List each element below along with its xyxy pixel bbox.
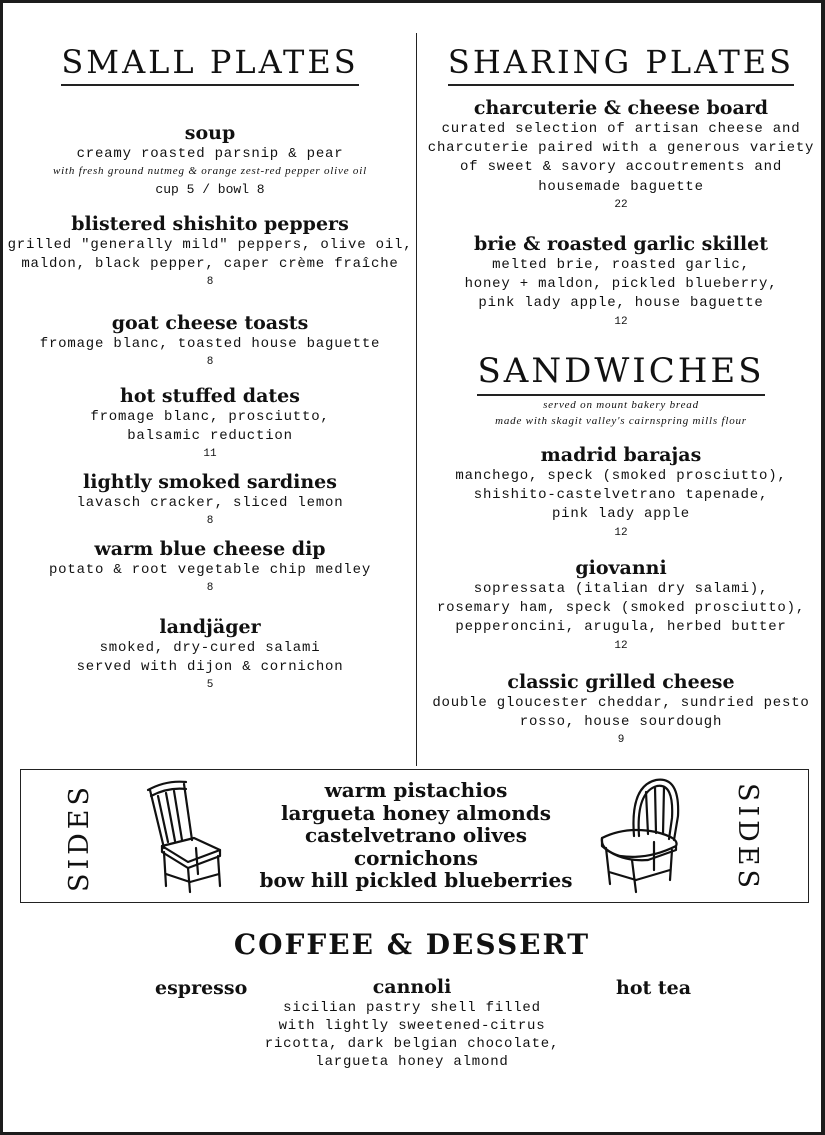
cannoli-item [212,977,612,1072]
coffee-dessert-title: COFFEE & DESSERT [233,928,591,961]
menu-item [421,98,821,215]
menu-item [3,386,417,464]
sandwiches-section [421,353,821,429]
sharing-plates-title: SHARING PLATES [448,45,794,86]
item-name: charcuterie & cheese board [473,97,769,119]
sides-label-right: SIDES [731,782,763,892]
item-price: 5 [206,679,214,692]
menu-page [3,3,821,1132]
item-description: curated selection of artisan cheese and charcuterie paired with a generous variety of sweet & savory accoutrements and housemade baguette [427,120,815,195]
item-price: 22 [614,199,628,212]
item-price: 8 [206,582,214,595]
sides-box [20,769,809,903]
item-name: soup [184,122,236,144]
item-name: madrid barajas [540,444,702,466]
item-description: double gloucester cheddar, sundried pesto rosso, house sourdough [432,694,810,731]
item-description: smoked, dry-cured salami served with dijon & cornichon [76,639,344,676]
item-description: manchego, speck (smoked prosciutto), shishito-castelvetrano tapenade, pink lady apple [455,467,787,523]
item-name: landjäger [159,616,261,638]
item-price: 8 [206,356,214,369]
item-name: brie & roasted garlic skillet [473,233,769,255]
item-description: sicilian pastry shell filled with lightly sweetened-citrus ricotta, dark belgian chocolate, largueta honey almond [264,999,560,1071]
item-name: cannoli [372,976,452,998]
item-price: 12 [614,639,628,652]
item-price: 12 [614,526,628,539]
sides-list [221,779,611,892]
item-description: creamy roasted parsnip & pear [76,145,344,162]
list-item: castelvetrano olives [304,823,528,848]
small-plates-title: SMALL PLATES [61,45,358,86]
item-note: with fresh ground nutmeg & orange zest-red pepper olive oil [53,165,367,178]
menu-item [3,214,417,292]
list-item: bow hill pickled blueberries [259,868,573,893]
menu-item [421,234,821,331]
item-description: grilled "generally mild" peppers, olive oil, maldon, black pepper, caper crème fraîche [7,236,413,273]
item-price: 9 [617,734,625,747]
item-price: 8 [206,515,214,528]
hot-tea-item: hot tea [616,977,692,999]
menu-item [3,472,417,531]
espresso-item: espresso [155,977,248,999]
sandwiches-title: SANDWICHES [477,353,764,396]
item-name: lightly smoked sardines [83,471,337,493]
menu-item [421,672,821,750]
item-description: fromage blanc, toasted house baguette [39,335,381,352]
coffee-dessert-section [3,928,821,1071]
sides-label-left: SIDES [63,782,95,892]
sandwiches-note: served on mount bakery bread made with skagit valley's cairnspring mills flour [495,399,747,427]
chair-icon [146,778,228,894]
item-description: melted brie, roasted garlic, honey + maldon, pickled blueberry, pink lady apple, house baguette [464,256,778,312]
item-name: classic grilled cheese [507,671,735,693]
item-description: potato & root vegetable chip medley [48,561,372,578]
item-name: hot stuffed dates [120,385,300,407]
list-item: warm pistachios [324,778,508,802]
item-description: lavasch cracker, sliced lemon [76,494,344,511]
item-name: blistered shishito peppers [71,213,349,235]
menu-item [421,558,821,655]
list-item: largueta honey almonds [280,800,552,825]
menu-item [421,445,821,542]
menu-item [3,539,417,598]
item-price: cup 5 / bowl 8 [155,181,265,197]
list-item: cornichons [353,845,479,870]
menu-item [3,123,417,200]
item-name: warm blue cheese dip [94,538,326,560]
item-description: fromage blanc, prosciutto, balsamic reduction [90,408,330,445]
item-name: giovanni [575,557,667,579]
item-price: 11 [203,448,217,461]
item-name: goat cheese toasts [111,312,309,334]
item-price: 8 [206,276,214,289]
item-price: 12 [614,315,628,328]
menu-item [3,313,417,372]
menu-item [3,617,417,695]
item-description: sopressata (italian dry salami), rosemary ham, speck (smoked prosciutto), pepperoncini, arugula, herbed butter [436,580,806,636]
